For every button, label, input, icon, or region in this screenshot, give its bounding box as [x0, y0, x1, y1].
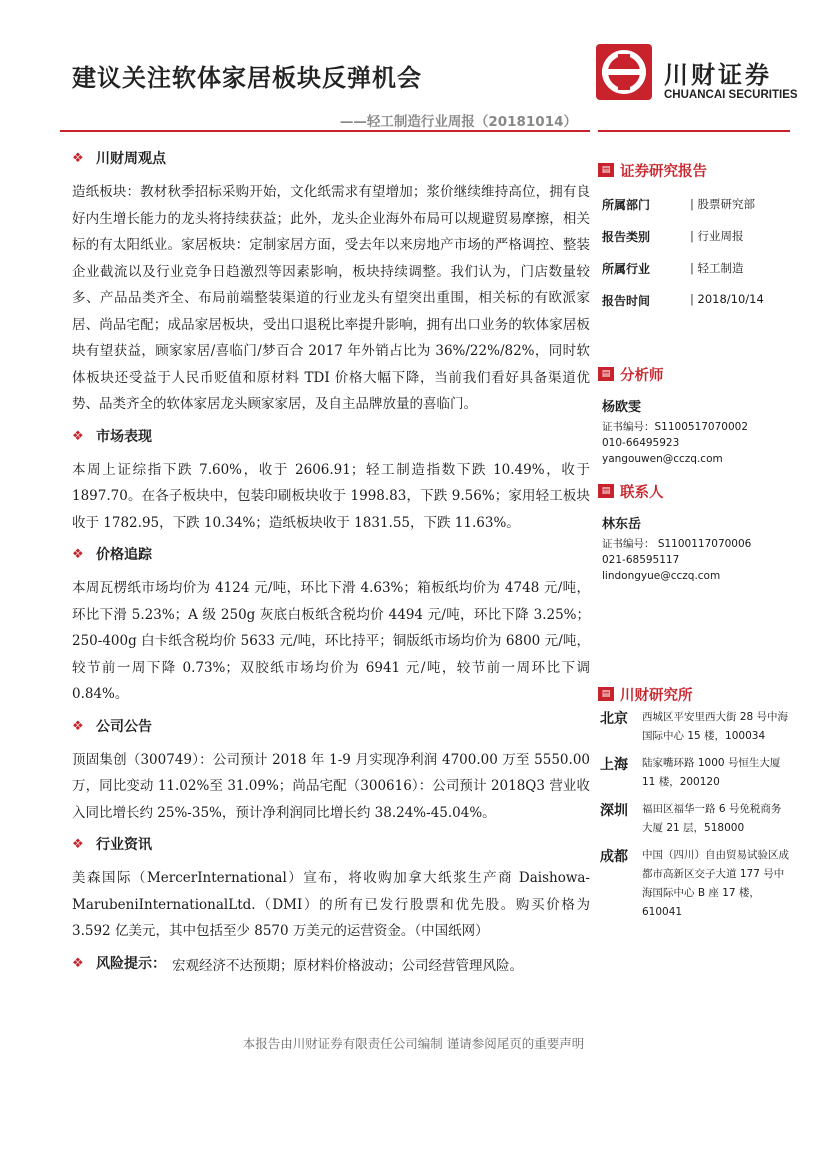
sidebar [598, 160, 790, 922]
sidebar-heading [598, 684, 790, 706]
info-value: | 2018/10/14 [690, 292, 764, 306]
contact-phone: 021-68595117 [602, 554, 680, 566]
section-body: 美森国际（MercerInternational）宣布，将收购加拿大纸浆生产商 Daishowa-MarubeniInternationalLtd.（DMI）的所有已发行股票和优先股。购买价格为 3.592 亿美元，其中包括至少 8570 万美元的运营资金。（中国纸网） [72, 870, 590, 939]
sidebar-heading [598, 481, 790, 503]
sidebar-heading-label: 证券研究报告 [620, 164, 707, 180]
office-shanghai [598, 754, 790, 792]
office-city: 深圳 [600, 803, 628, 819]
sidebar-heading-label: 联系人 [620, 485, 664, 501]
section-heading [72, 544, 590, 566]
risk-text: 宏观经济不达预期；原材料价格波动；公司经营管理风险。 [172, 957, 523, 974]
info-value: | 轻工制造 [690, 260, 744, 276]
diamond-bullet-icon: ❖ [72, 547, 84, 562]
report-subtitle: ——轻工制造行业周报（20181014） [339, 114, 577, 130]
analyst-name: 杨欧雯 [602, 400, 642, 415]
diamond-bullet-icon: ❖ [72, 837, 84, 852]
section-body: 本周上证综指下跌 7.60%，收于 2606.91；轻工制造指数下跌 10.49%，收于 1897.70。在各子板块中，包装印刷板块收于 1998.83，下跌 9.56%；家用轻工板块收于 1782.95，下跌 10.34%；造纸板块收于 1831.55，下跌 11.63%。 [72, 461, 590, 531]
office-address: 陆家嘴环路 1000 号恒生大厦 11 楼，200120 [642, 757, 781, 788]
contact-email: lindongyue@cczq.com [602, 570, 721, 582]
info-row [598, 220, 790, 252]
section-title: 川财周观点 [96, 151, 166, 167]
report-title: 建议关注软体家居板块反弹机会 [72, 64, 422, 92]
info-value: | 股票研究部 [690, 196, 755, 212]
info-key: 报告类别 [602, 230, 651, 244]
sidebar-heading [598, 160, 790, 182]
brand-name-en: CHUANCAI SECURITIES [664, 89, 798, 101]
info-key: 所属行业 [602, 262, 651, 276]
office-beijing [598, 708, 790, 746]
section-body: 本周瓦楞纸市场均价为 4124 元/吨，环比下滑 4.63%；箱板纸均价为 4748 元/吨，环比下滑 5.23%；A 级 250g 灰底白板纸含税均价 4494 元/吨，环比下降 3.25%；250-400g 白卡纸含税均价 5633 元/吨，环比持平；铜版纸市场均价为 6800 元/吨，较节前一周下降 0.73%；双胶纸市场均价为 6941 元/吨，较节前一周环比下调 0.84%。 [72, 580, 590, 702]
risk-notice [72, 953, 590, 975]
info-key: 所属部门 [602, 198, 651, 212]
info-row [598, 188, 790, 220]
contact-name: 林东岳 [602, 517, 642, 532]
sidebar-heading-label: 分析师 [620, 368, 664, 384]
contact-icon: ▤ [598, 484, 614, 498]
analyst-cert: 证书编号：S1100517070002 [602, 421, 749, 433]
office-address: 中国（四川）自由贸易试验区成都市高新区交子大道 177 号中海国际中心 B 座 17 楼，610041 [642, 849, 789, 918]
report-icon: ▤ [598, 163, 614, 177]
section-heading [72, 834, 590, 856]
analyst-card [598, 396, 790, 467]
office-city: 上海 [600, 757, 628, 773]
section-title: 价格追踪 [96, 547, 152, 563]
info-value: | 行业周报 [690, 228, 744, 244]
office-address: 福田区福华一路 6 号免税商务大厦 21 层，518000 [642, 803, 782, 834]
diamond-bullet-icon: ❖ [72, 718, 84, 734]
office-shenzhen [598, 800, 790, 838]
office-chengdu [598, 846, 790, 922]
office-city: 成都 [600, 849, 628, 865]
analyst-phone: 010-66495923 [602, 437, 680, 449]
brand-name-cn: 川财证券 [664, 61, 772, 89]
chuancai-logo-icon [596, 44, 652, 100]
info-row [598, 252, 790, 284]
section-heading [72, 716, 590, 738]
risk-heading: 风险提示： [96, 955, 166, 972]
info-key: 报告时间 [602, 294, 651, 308]
section-title: 公司公告 [96, 718, 152, 735]
office-city: 北京 [600, 711, 628, 727]
section-body: 顶固集创（300749）：公司预计 2018 年 1-9 月实现净利润 4700.00 万至 5550.00 万，同比变动 11.02%至 31.09%；尚品宅配（300616）：公司预计 2018Q3 营业收入同比增长约 25%-35%，预计净利润同比增长约 38.24%-45.04%。 [72, 751, 590, 821]
institute-icon: ▤ [598, 687, 614, 701]
section-title: 行业资讯 [96, 837, 152, 853]
sidebar-heading-label: 川财研究所 [620, 688, 693, 704]
page-footer: 本报告由川财证券有限责任公司编制 谨请参阅尾页的重要声明 [242, 1036, 585, 1051]
contact-card [598, 513, 790, 584]
diamond-bullet-icon: ❖ [72, 151, 84, 166]
header-divider [60, 130, 590, 132]
diamond-bullet-icon: ❖ [72, 428, 84, 444]
office-address: 西城区平安里西大街 28 号中海国际中心 15 楼，100034 [642, 711, 789, 742]
diamond-bullet-icon: ❖ [72, 955, 84, 971]
main-content [72, 148, 590, 975]
analyst-icon: ▤ [598, 367, 614, 381]
section-body: 造纸板块：教材秋季招标采购开始，文化纸需求有望增加；浆价继续维持高位，拥有良好内生增长能力的龙头将持续获益；此外，龙头企业海外布局可以规避贸易摩擦，相关标的有太阳纸业。家居板块：定制家居方面，受去年以来房地产市场的严格调控、整装企业截流以及行业竞争日趋激烈等因素影响，板块持续调整。我们认为，门店数量较多、产品品类齐全、布局前端整装渠道的行业龙头有望突出重围，相关标的有欧派家居、尚品宅配；成品家居板块，受出口退税比率提升影响，拥有出口业务的软体家居板块有望获益，顾家家居/喜临门/梦百合 2017 年外销占比为 36%/22%/82%，同时软体板块还受益于人民币贬值和原材料 TDI 价格大幅下降，当前我们看好具备渠道优势、品类齐全的软体家居龙头顾家家居，及自主品牌放量的喜临门。 [72, 184, 590, 412]
info-row [598, 284, 790, 316]
analyst-email: yangouwen@cczq.com [602, 453, 723, 465]
section-title: 市场表现 [96, 428, 152, 445]
sidebar-heading [598, 364, 790, 386]
section-heading [72, 426, 590, 448]
sidebar-divider [598, 130, 790, 132]
contact-cert: 证书编号： S1100117070006 [602, 538, 752, 550]
section-heading [72, 148, 590, 170]
